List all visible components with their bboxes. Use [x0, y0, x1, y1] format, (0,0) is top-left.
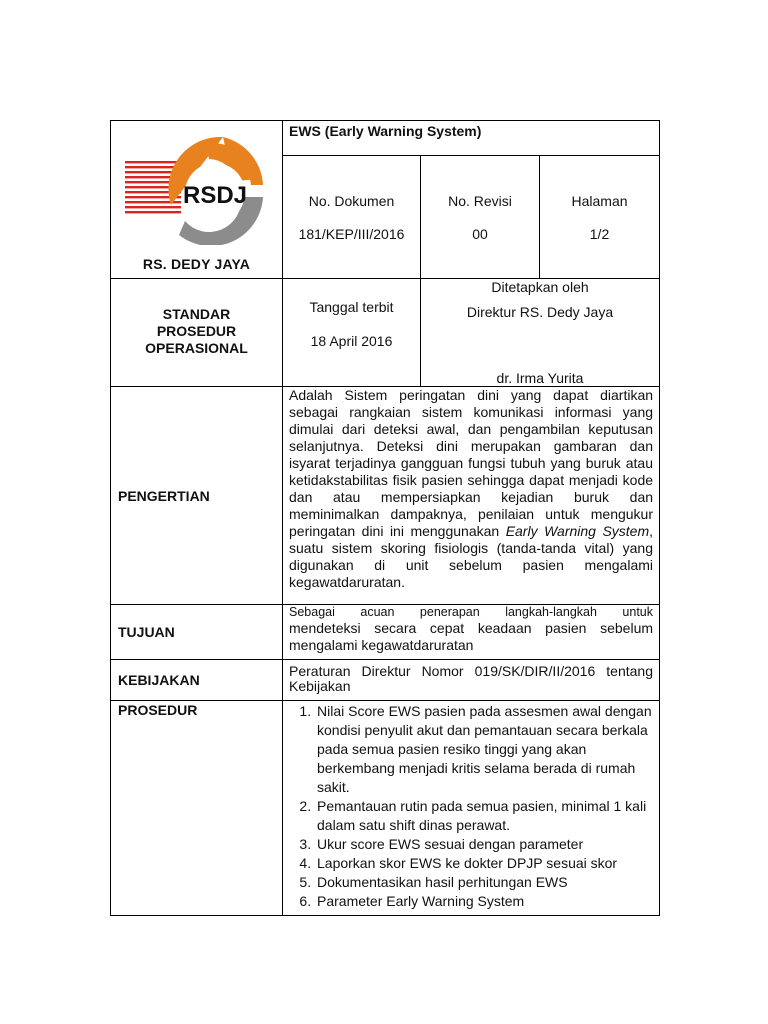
tanggal-terbit-value: 18 April 2016	[310, 333, 393, 349]
prosedur-label: PROSEDUR	[111, 701, 283, 916]
signer-name: dr. Irma Yurita	[496, 370, 584, 386]
halaman-cell	[540, 156, 660, 279]
halaman-label: Halaman	[571, 193, 628, 209]
sop-document-table	[110, 120, 660, 916]
direktur-title: Direktur RS. Dedy Jaya	[466, 304, 614, 320]
tujuan-text	[283, 605, 660, 660]
logo-cell	[111, 121, 283, 279]
kebijakan-label: KEBIJAKAN	[111, 660, 283, 701]
prosedur-item-3: 3. Ukur score EWS sesuai dengan parameter	[315, 835, 653, 854]
pengertian-part1: Adalah Sistem peringatan dini yang dapat diartikan sebagai rangkaian sistem komunikasi informasi yang dimulai dari deteksi awal, dan pengambilan keputusan selanjutnya. Deteksi dini merupakan gambaran dan isyarat terjadinya gangguan fungsi tubuh yang buruk atau ketidakstabilitas fisik pasien sehingga dapat menjadi kode dan atau mempersiapkan kejadian buruk dan meminimalkan dampaknya, penilaian untuk mengukur peringatan dini ini menggunakan	[289, 387, 654, 539]
ditetapkan-cell	[421, 279, 660, 387]
tanggal-terbit-cell	[283, 279, 421, 387]
tujuan-part1: Sebagai acuan penerapan langkah-langkah untuk	[289, 605, 654, 619]
kebijakan-text: Peraturan Direktur Nomor 019/SK/DIR/II/2016 tentang Kebijakan	[283, 660, 660, 701]
sop-line-3: OPERASIONAL	[145, 340, 248, 356]
pengertian-text	[283, 387, 660, 605]
pengertian-part2: , suatu sistem skoring fisiologis (tanda-tanda vital) yang digunakan di unit sebelum pasien mengalami kegawatdaruratan.	[289, 523, 654, 590]
no-revisi-cell	[421, 156, 540, 279]
no-revisi-value: 00	[472, 226, 488, 242]
sop-label-cell	[111, 279, 283, 387]
sop-line-1: STANDAR	[162, 306, 231, 322]
prosedur-item-5: 5. Dokumentasikan hasil perhitungan EWS	[315, 873, 653, 892]
pengertian-italic: Early Warning System	[505, 523, 650, 539]
tujuan-label: TUJUAN	[111, 605, 283, 660]
prosedur-item-2: 2. Pemantauan rutin pada semua pasien, minimal 1 kali dalam satu shift dinas perawat.	[315, 797, 653, 835]
prosedur-cell	[283, 701, 660, 916]
halaman-value: 1/2	[589, 226, 610, 242]
no-dokumen-value: 181/KEP/III/2016	[298, 226, 405, 242]
ditetapkan-label: Ditetapkan oleh	[491, 279, 589, 295]
hospital-name: RS. DEDY JAYA	[142, 256, 251, 272]
sop-line-2: PROSEDUR	[156, 323, 237, 339]
tujuan-part2: mendeteksi secara cepat keadaan pasien sebelum mengalami kegawatdaruratan	[289, 620, 654, 653]
no-dokumen-cell	[283, 156, 421, 279]
prosedur-item-6: 6. Parameter Early Warning System	[315, 892, 653, 911]
no-revisi-label: No. Revisi	[448, 193, 512, 209]
no-dokumen-label: No. Dokumen	[308, 193, 395, 209]
prosedur-item-4: 4. Laporkan skor EWS ke dokter DPJP sesuai skor	[315, 854, 653, 873]
hospital-logo	[123, 135, 273, 245]
prosedur-item-1: 1. Nilai Score EWS pasien pada assesmen awal dengan kondisi penyulit akut dan pemantauan secara berkala pada semua pasien resiko tinggi yang akan berkembang menjadi kritis selama berada di rumah sakit.	[315, 702, 653, 797]
logo-text: RSDJ	[182, 182, 248, 209]
pengertian-label: PENGERTIAN	[111, 387, 283, 605]
prosedur-list	[289, 702, 653, 911]
tanggal-terbit-label: Tanggal terbit	[309, 299, 394, 315]
document-title: EWS (Early Warning System)	[283, 121, 660, 156]
